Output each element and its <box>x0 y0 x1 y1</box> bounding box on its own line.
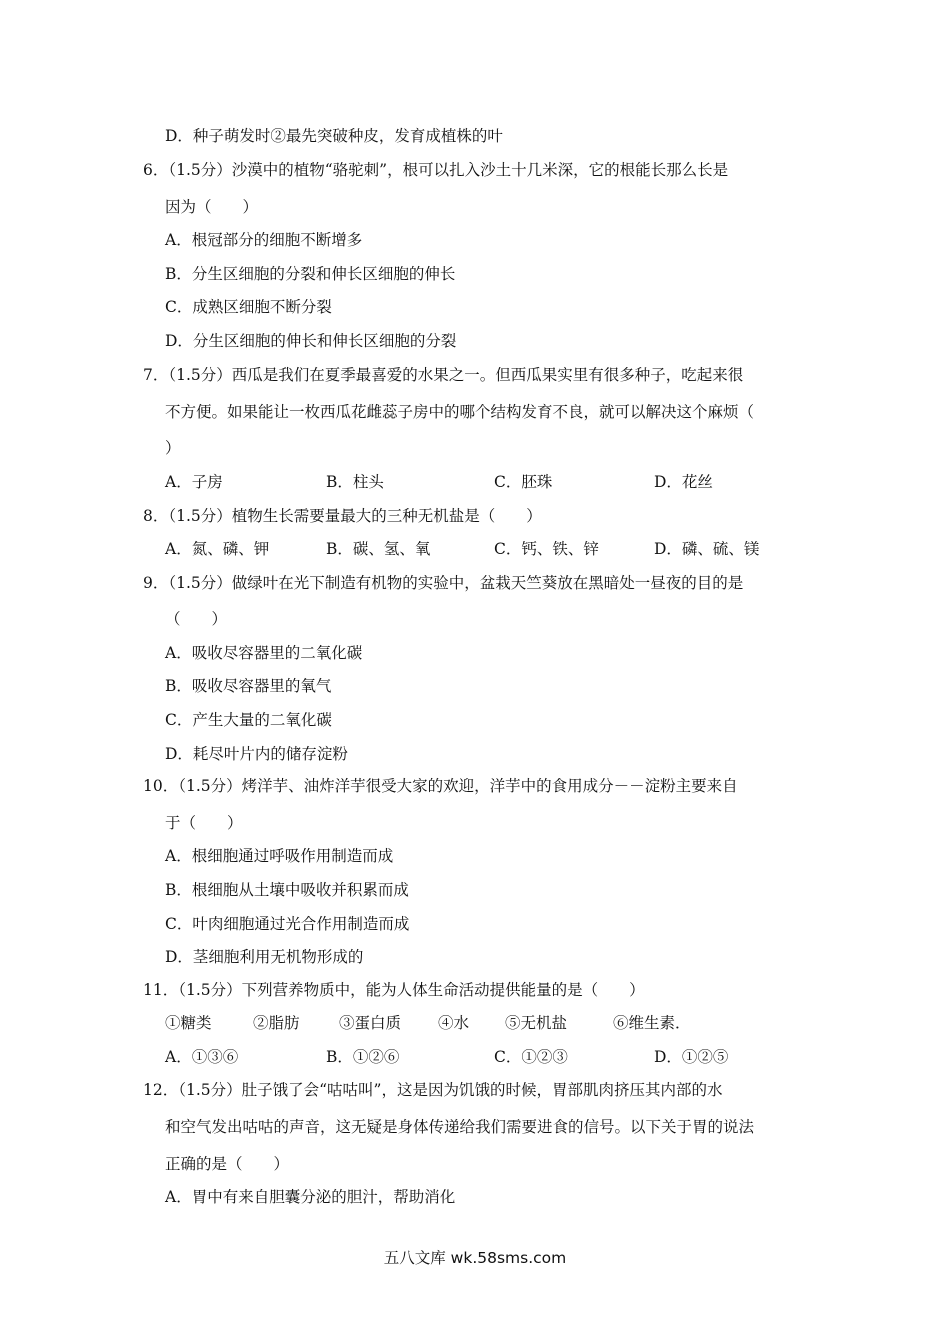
q9-option-b: B．吸收尽容器里的氧气 <box>165 677 332 695</box>
q8-stem-line1: 8．（1.5分）植物生长需要量最大的三种无机盐是（ ） <box>143 507 542 525</box>
q10-option-b: B．根细胞从土壤中吸收并积累而成 <box>165 881 409 899</box>
q12-stem-line3: 正确的是（ ） <box>165 1155 290 1173</box>
q11-item-3: ③蛋白质 <box>339 1014 402 1032</box>
q12-option-a: A．胃中有来自胆囊分泌的胆汁，帮助消化 <box>165 1188 456 1206</box>
q7-stem-line3: ） <box>165 439 181 457</box>
q11-option-a: A．①③⑥ <box>165 1048 239 1066</box>
q10-option-a: A．根细胞通过呼吸作用制造而成 <box>165 847 394 865</box>
q11-item-1: ①糖类 <box>165 1014 212 1032</box>
q10-option-c: C．叶肉细胞通过光合作用制造而成 <box>165 915 410 933</box>
q8-option-d: D．磷、硫、镁 <box>654 540 760 558</box>
q6-option-d: D．分生区细胞的伸长和伸长区细胞的分裂 <box>165 332 457 350</box>
q12-stem-line1: 12．（1.5分）肚子饿了会“咕咕叫”，这是因为饥饿的时候，胃部肌肉挤压其内部的水 <box>143 1081 723 1099</box>
q11-option-d: D．①②⑤ <box>654 1048 729 1066</box>
q12-stem-line2: 和空气发出咕咕的声音，这无疑是身体传递给我们需要进食的信号。以下关于胃的说法 <box>165 1118 755 1136</box>
q11-option-b: B．①②⑥ <box>326 1048 400 1066</box>
page-footer: 五八文库 wk.58sms.com <box>383 1249 567 1267</box>
q8-option-a: A．氮、磷、钾 <box>165 540 270 558</box>
q11-item-6: ⑥维生素． <box>613 1014 691 1032</box>
q11-stem-line1: 11．（1.5分）下列营养物质中，能为人体生命活动提供能量的是（ ） <box>143 981 645 999</box>
q8-option-b: B．碳、氢、氧 <box>326 540 431 558</box>
q8-option-c: C．钙、铁、锌 <box>494 540 599 558</box>
q6-option-b: B．分生区细胞的分裂和伸长区细胞的伸长 <box>165 265 456 283</box>
q7-option-c: C．胚珠 <box>494 473 553 491</box>
q6-option-a: A．根冠部分的细胞不断增多 <box>165 231 363 249</box>
q7-stem-line1: 7．（1.5分）西瓜是我们在夏季最喜爱的水果之一。但西瓜果实里有很多种子，吃起来很 <box>143 366 744 384</box>
q9-option-a: A．吸收尽容器里的二氧化碳 <box>165 644 363 662</box>
q9-option-c: C．产生大量的二氧化碳 <box>165 711 332 729</box>
q7-option-b: B．柱头 <box>326 473 384 491</box>
q11-item-4: ④水 <box>438 1014 470 1032</box>
q9-stem-line1: 9．（1.5分）做绿叶在光下制造有机物的实验中，盆栽天竺葵放在黑暗处一昼夜的目的是 <box>143 574 744 592</box>
q7-stem-line2: 不方便。如果能让一枚西瓜花雌蕊子房中的哪个结构发育不良，就可以解决这个麻烦（ <box>165 403 755 421</box>
q9-stem-line2: （ ） <box>165 610 228 628</box>
q10-stem-line2: 于（ ） <box>165 814 243 832</box>
q11-option-c: C．①②③ <box>494 1048 568 1066</box>
q5-option-d: D．种子萌发时②最先突破种皮，发育成植株的叶 <box>165 127 503 145</box>
q7-option-d: D．花丝 <box>654 473 713 491</box>
q11-item-5: ⑤无机盐 <box>505 1014 568 1032</box>
q6-stem-line1: 6．（1.5分）沙漠中的植物“骆驼刺”，根可以扎入沙土十几米深，它的根能长那么长是 <box>143 161 729 179</box>
q11-item-2: ②脂肪 <box>253 1014 300 1032</box>
q7-option-a: A．子房 <box>165 473 223 491</box>
q6-stem-line2: 因为（ ） <box>165 198 259 216</box>
q10-stem-line1: 10．（1.5分）烤洋芋、油炸洋芋很受大家的欢迎，洋芋中的食用成分－－淀粉主要来自 <box>143 777 738 795</box>
q9-option-d: D．耗尽叶片内的储存淀粉 <box>165 745 348 763</box>
q6-option-c: C．成熟区细胞不断分裂 <box>165 298 332 316</box>
q10-option-d: D．茎细胞利用无机物形成的 <box>165 948 364 966</box>
